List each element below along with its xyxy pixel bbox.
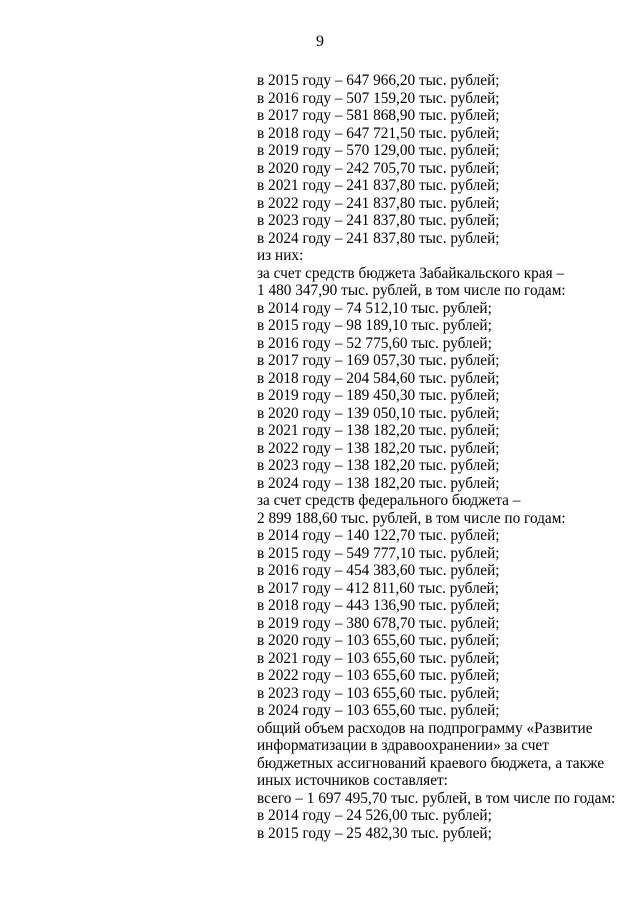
text-line: в 2019 году – 189 450,30 тыс. рублей; xyxy=(257,387,500,404)
text-line: 1 480 347,90 тыс. рублей, в том числе по годам: xyxy=(257,282,566,299)
text-line: в 2020 году – 103 655,60 тыс. рублей; xyxy=(257,632,500,649)
text-line: информатизации в здравоохранении» за счет xyxy=(257,737,549,754)
text-line: в 2015 году – 549 777,10 тыс. рублей; xyxy=(257,544,500,562)
text-line: всего – 1 697 495,70 тыс. рублей, в том числе по годам: xyxy=(257,789,616,807)
text-line: в 2015 году – 98 189,10 тыс. рублей; xyxy=(257,317,492,334)
text-line: в 2017 году – 169 057,30 тыс. рублей; xyxy=(257,352,500,369)
text-line: за счет средств федерального бюджета – xyxy=(257,492,521,509)
text-line: в 2019 году – 570 129,00 тыс. рублей; xyxy=(257,142,500,159)
text-line: в 2021 году – 103 655,60 тыс. рублей; xyxy=(257,649,500,667)
text-line: в 2014 году – 140 122,70 тыс. рублей; xyxy=(257,527,500,544)
text-line: в 2023 году – 103 655,60 тыс. рублей; xyxy=(257,684,500,702)
text-line: в 2022 году – 138 182,20 тыс. рублей; xyxy=(257,439,500,457)
text-line: из них: xyxy=(257,247,304,264)
text-line: в 2015 году – 647 966,20 тыс. рублей; xyxy=(257,72,500,89)
text-line: в 2017 году – 581 868,90 тыс. рублей; xyxy=(257,107,500,124)
text-line: в 2020 году – 242 705,70 тыс. рублей; xyxy=(257,159,500,177)
text-line: в 2016 году – 507 159,20 тыс. рублей; xyxy=(257,89,500,107)
text-line: в 2024 году – 103 655,60 тыс. рублей; xyxy=(257,702,500,719)
text-line: в 2017 году – 412 811,60 тыс. рублей; xyxy=(257,579,499,597)
text-line: в 2018 году – 443 136,90 тыс. рублей; xyxy=(257,597,500,614)
text-line: бюджетных ассигнований краевого бюджета, а также xyxy=(257,754,605,772)
text-line: за счет средств бюджета Забайкальского края – xyxy=(257,264,565,282)
text-line: в 2019 году – 380 678,70 тыс. рублей; xyxy=(257,614,500,632)
text-line: в 2024 году – 138 182,20 тыс. рублей; xyxy=(257,474,500,492)
text-line: в 2014 году – 24 526,00 тыс. рублей; xyxy=(257,807,492,824)
text-line: общий объем расходов на подпрограмму «Развитие xyxy=(257,719,593,737)
page-number: 9 xyxy=(316,33,324,50)
funding-text-block xyxy=(257,72,627,842)
text-line: в 2016 году – 52 775,60 тыс. рублей; xyxy=(257,334,492,352)
text-line: в 2015 году – 25 482,30 тыс. рублей; xyxy=(257,824,492,842)
text-line: в 2024 году – 241 837,80 тыс. рублей; xyxy=(257,229,500,247)
text-line: в 2021 году – 241 837,80 тыс. рублей; xyxy=(257,177,500,194)
text-line: в 2022 году – 103 655,60 тыс. рублей; xyxy=(257,667,500,684)
text-line: в 2018 году – 204 584,60 тыс. рублей; xyxy=(257,369,500,387)
text-line: в 2023 году – 138 182,20 тыс. рублей; xyxy=(257,457,500,474)
text-line: в 2014 году – 74 512,10 тыс. рублей; xyxy=(257,299,492,317)
text-line: в 2018 году – 647 721,50 тыс. рублей; xyxy=(257,124,500,142)
text-line: в 2020 году – 139 050,10 тыс. рублей; xyxy=(257,404,500,422)
text-line: иных источников составляет: xyxy=(257,772,448,789)
text-line: в 2021 году – 138 182,20 тыс. рублей; xyxy=(257,422,500,439)
text-line: в 2022 году – 241 837,80 тыс. рублей; xyxy=(257,194,500,212)
text-line: в 2016 году – 454 383,60 тыс. рублей; xyxy=(257,562,500,579)
text-line: в 2023 году – 241 837,80 тыс. рублей; xyxy=(257,212,500,229)
text-line: 2 899 188,60 тыс. рублей, в том числе по годам: xyxy=(257,509,566,527)
